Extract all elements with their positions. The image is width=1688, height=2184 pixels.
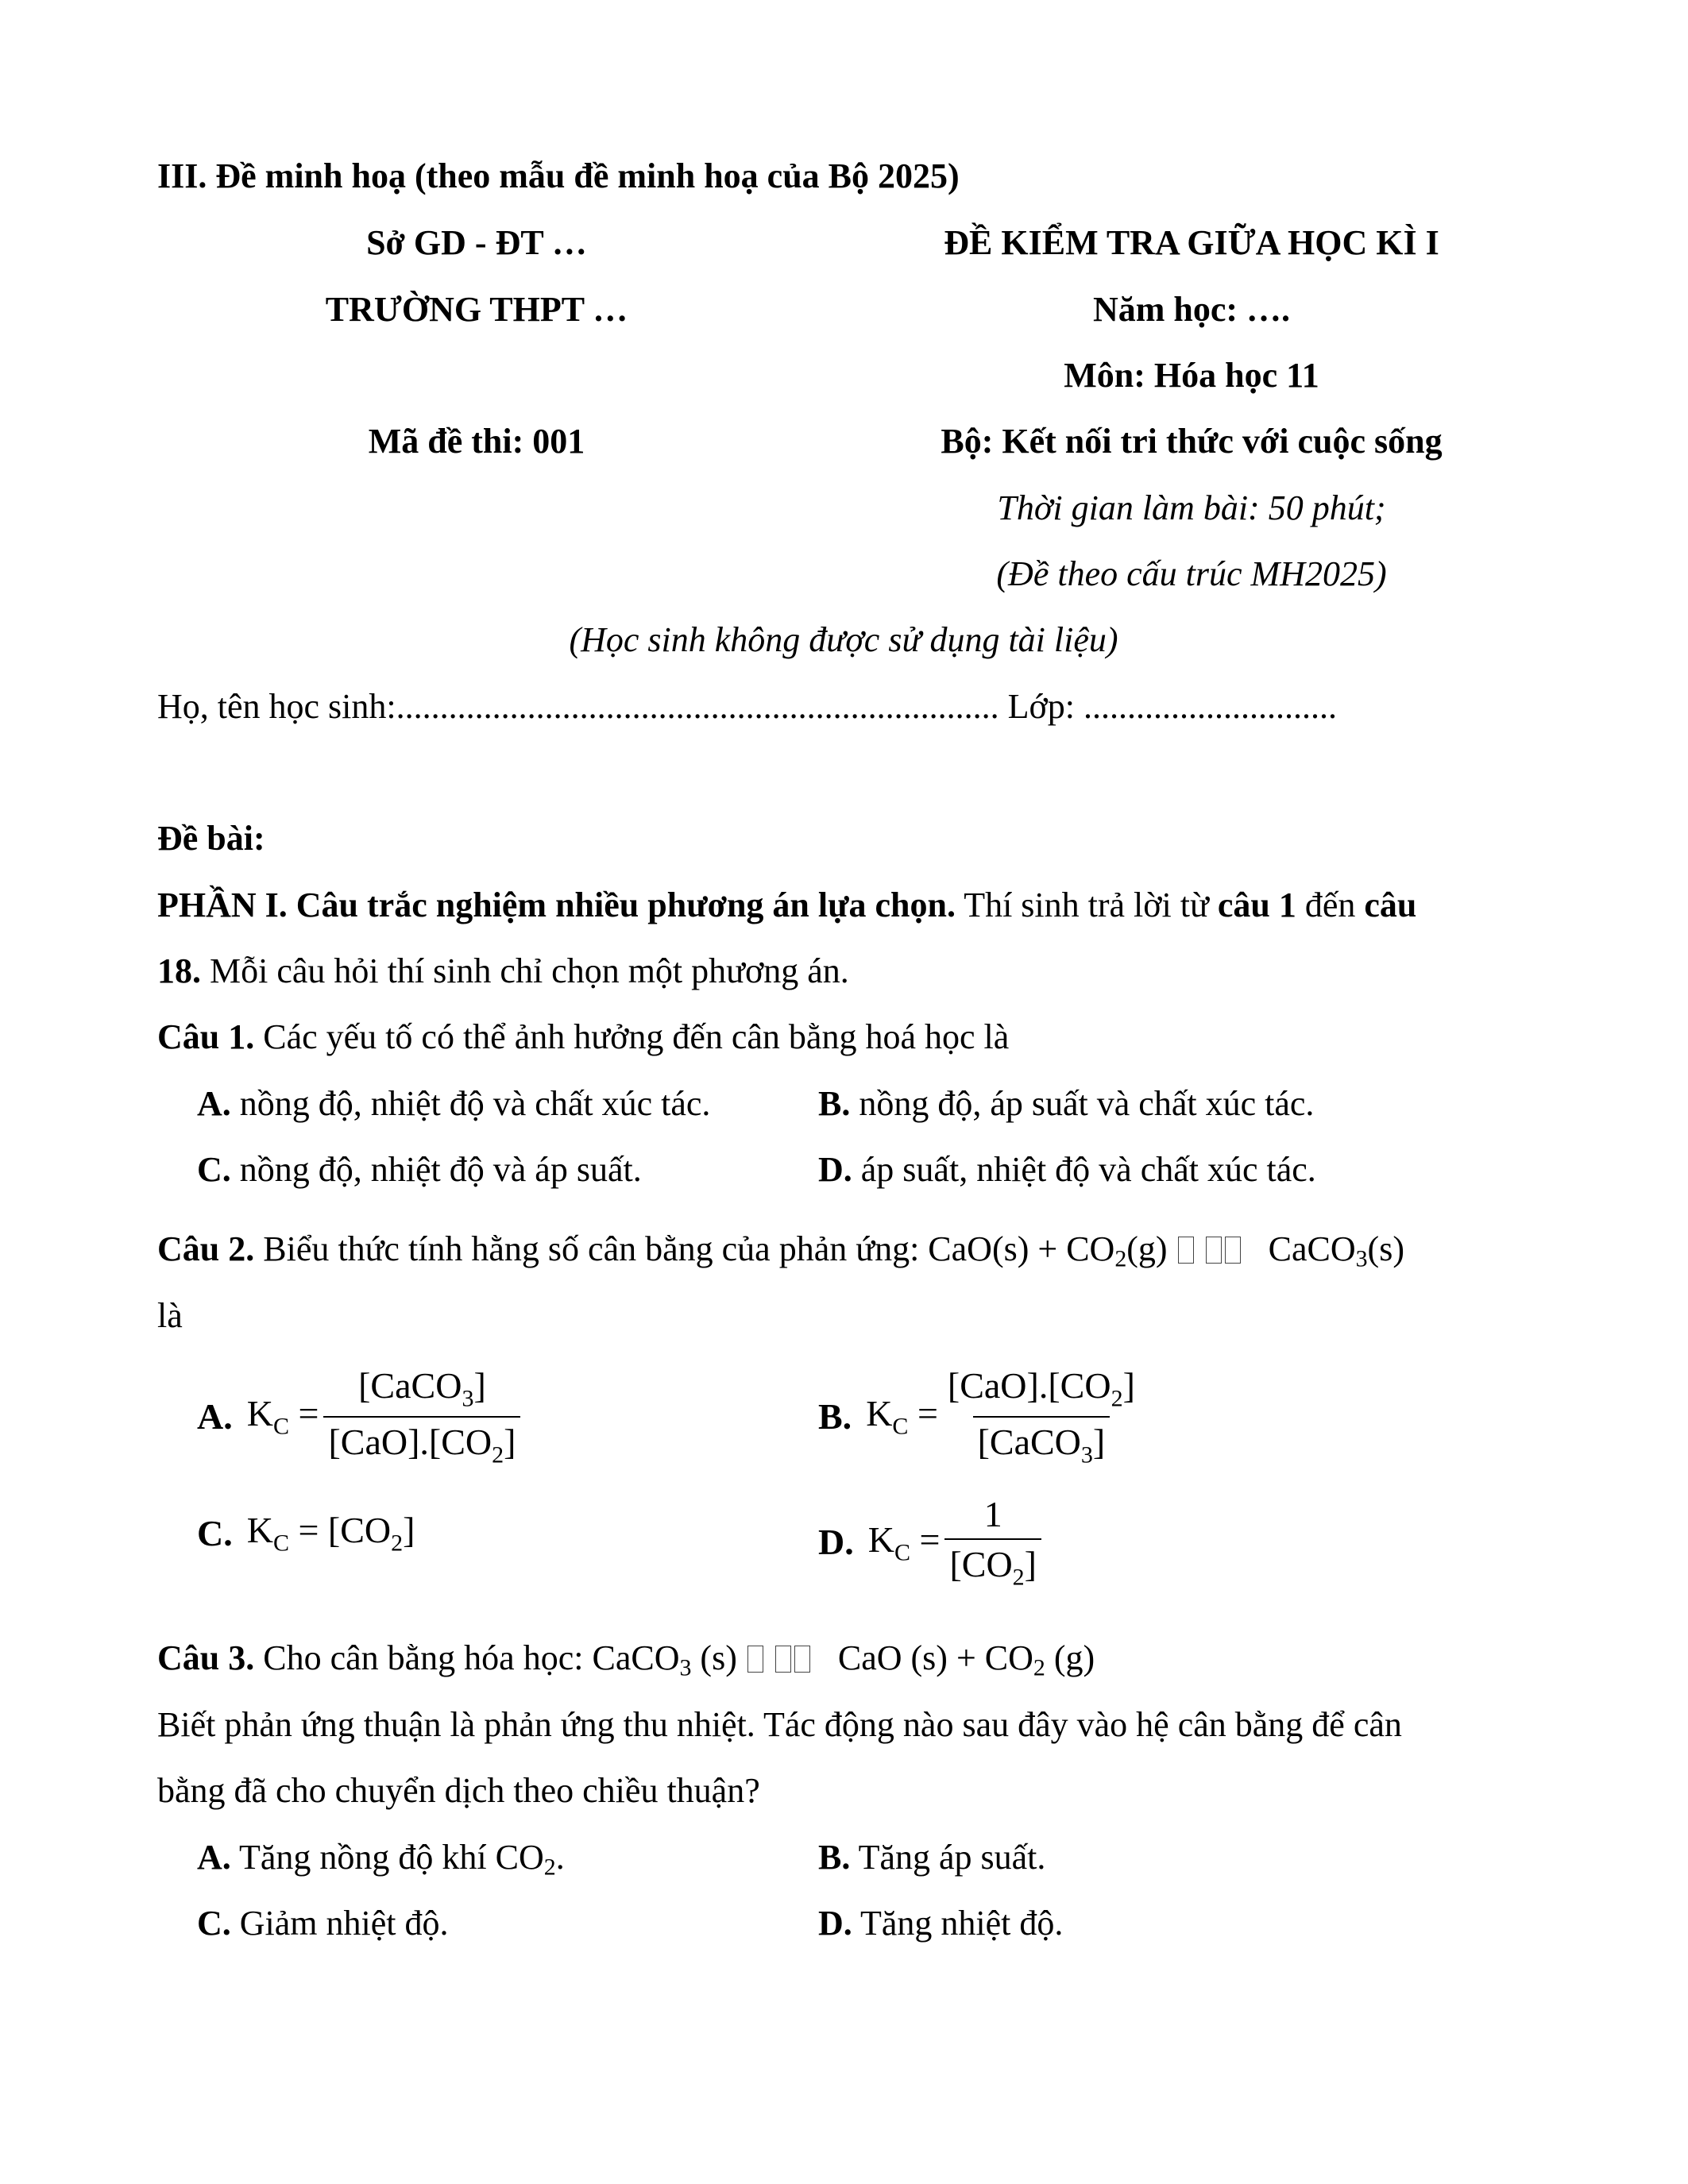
question-text: Các yếu tố có thể ảnh hưởng đến cân bằng hoá học là	[254, 1017, 1010, 1056]
equilibrium-arrow-icon	[1176, 1229, 1242, 1268]
question-label: Câu 1.	[157, 1017, 255, 1056]
duration: Thời gian làm bài: 50 phút;	[997, 488, 1386, 527]
fraction: $\frac{[CaO].[CO_2]}{[CaCO_3]}$	[947, 1365, 1135, 1468]
equilibrium-arrow-icon	[746, 1638, 812, 1677]
exam-structure: (Đề theo cấu trúc MH2025)	[996, 554, 1387, 593]
q2-option-c[interactable]: C. $K_C = [CO_2]$	[197, 1510, 415, 1557]
part1-instructions-line1: PHẦN I. Câu trắc nghiệm nhiều phương án lựa chọn. Thí sinh trả lời từ câu 1 đến câu	[157, 886, 1417, 924]
school-name: TRƯỜNG THPT …	[325, 290, 628, 329]
school-year: Năm học: ….	[1092, 290, 1291, 329]
q3-option-c[interactable]: C. Giảm nhiệt độ.	[197, 1904, 449, 1943]
part1-instructions-line2: 18. Mỗi câu hỏi thí sinh chỉ chọn một phương án.	[157, 951, 849, 990]
q1-option-c[interactable]: C. nồng độ, nhiệt độ và áp suất.	[197, 1150, 642, 1189]
q1-option-d[interactable]: D. áp suất, nhiệt độ và chất xúc tác.	[818, 1150, 1316, 1189]
q3-option-b[interactable]: B. Tăng áp suất.	[818, 1838, 1046, 1877]
question-3-line2: Biết phản ứng thuận là phản ứng thu nhiệt. Tác động nào sau đây vào hệ cân bằng để cân	[157, 1705, 1402, 1744]
book-series: Bộ: Kết nối tri thức với cuộc sống	[941, 422, 1443, 461]
q3-option-a[interactable]: A. Tăng nồng độ khí $CO_2$.	[197, 1838, 565, 1881]
q2-option-b[interactable]: B. $K_C$ = $\frac{[CaO].[CO_2]}{[CaCO_3]}$	[818, 1364, 1140, 1468]
q3-option-d[interactable]: D. Tăng nhiệt độ.	[818, 1904, 1064, 1943]
question-label: Câu 2.	[157, 1229, 255, 1268]
department: Sở GD - ĐT …	[366, 223, 587, 262]
student-info-line: Họ, tên học sinh:..................................................................... Lớp: .............................	[157, 687, 1337, 726]
de-bai-heading: Đề bài:	[157, 819, 265, 858]
question-label: Câu 3.	[157, 1638, 255, 1677]
question-1	[157, 1017, 1009, 1057]
question-2-continuation: là	[157, 1296, 183, 1335]
section-title: III. Đề minh hoạ (theo mẫu đề minh hoạ của Bộ 2025)	[157, 156, 960, 195]
q1-option-b[interactable]: B. nồng độ, áp suất và chất xúc tác.	[818, 1084, 1315, 1123]
part1-title: PHẦN I. Câu trắc nghiệm nhiều phương án lựa chọn.	[157, 886, 956, 924]
q2-option-d[interactable]: D. $K_C$ = $\frac{1}{[CO_2]}$	[818, 1493, 1041, 1592]
fraction: $\frac{1}{[CO_2]}$	[944, 1493, 1041, 1592]
question-3: Câu 3. Cho cân bằng hóa học: CaCO$_3$ (s) CaO $(s) + CO_2$ (g)	[157, 1638, 1095, 1681]
question-2: Câu 2. Biểu thức tính hằng số cân bằng của phản ứng: $CaO(s) + CO_2(g)$ CaCO$_3$(s)	[157, 1229, 1404, 1272]
subject: Môn: Hóa học 11	[1064, 356, 1319, 395]
exam-title: ĐỀ KIỂM TRA GIỮA HỌC KÌ I	[944, 223, 1439, 262]
exam-code: Mã đề thi: 001	[368, 422, 585, 461]
fraction: $\frac{[CaCO_3]}{[CaO].[CO_2]}$	[323, 1364, 520, 1468]
no-materials-note: (Học sinh không được sử dụng tài liệu)	[569, 620, 1118, 659]
question-3-line3: bằng đã cho chuyển dịch theo chiều thuận?	[157, 1771, 760, 1810]
q1-option-a[interactable]: A. nồng độ, nhiệt độ và chất xúc tác.	[197, 1084, 711, 1123]
q2-option-a[interactable]: A. $K_C$ = $\frac{[CaCO_3]}{[CaO].[CO_2]}$	[197, 1364, 520, 1468]
